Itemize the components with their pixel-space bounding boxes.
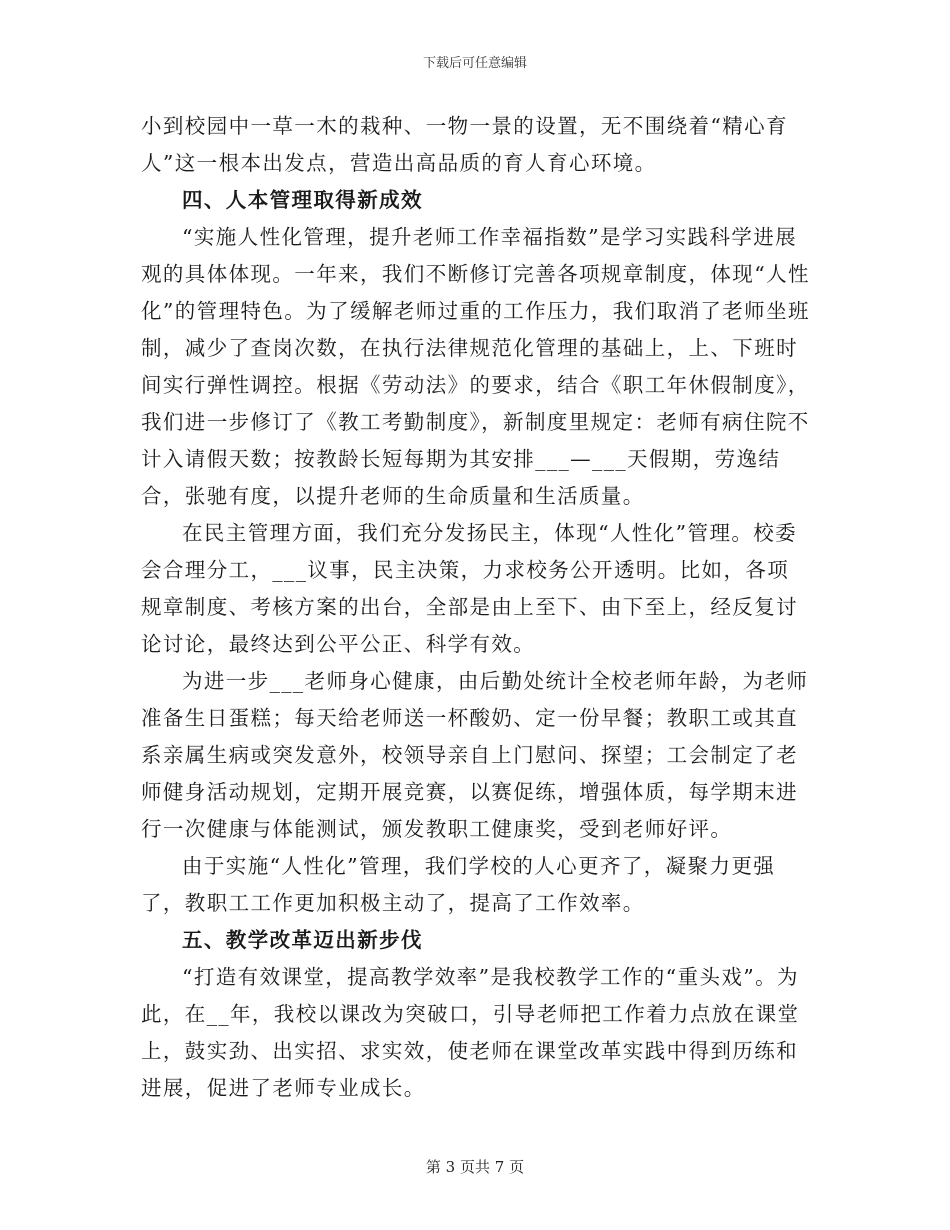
section-heading-5: 五、教学改革迈出新步伐 bbox=[182, 928, 423, 952]
paragraph: “实施人性化管理，提升老师工作幸福指数”是学习实践科学进展观的具体体现。一年来，我们不断修订完善各项规章制度，体现“人性化”的管理特色。为了缓解老师过重的工作压力，我们取消了老师坐班制，减少了查岗次数，在执行法律规范化管理的基础上，上、下班时间实行弹性调控。根据《劳动法》的要求，结合《职工年休假制度》，我们进一步修订了《教工考勤制度》，新制度里规定：老师有病住院不计入请假天数；按教龄长短每期为其安排___—___天假期，劳逸结合，张驰有度，以提升老师的生命质量和生活质量。 bbox=[141, 225, 810, 508]
paragraph: 为进一步___老师身心健康，由后勤处统计全校老师年龄，为老师准备生日蛋糕；每天给老师送一杯酸奶、定一份早餐；教职工或其直系亲属生病或突发意外，校领导亲自上门慰问、探望；工会制定了老师健身活动规划，定期开展竞赛，以赛促练，增强体质，每学期末进行一次健康与体能测试，颁发教职工健康奖，受到老师好评。 bbox=[141, 669, 809, 841]
paragraph-continued: 小到校园中一草一木的栽种、一物一景的设置，无不围绕着“精心育人”这一根本出发点，营造出高品质的育人育心环境。 bbox=[141, 114, 788, 175]
section-heading-4: 四、人本管理取得新成效 bbox=[182, 188, 423, 212]
paragraph: 由于实施“人性化”管理，我们学校的人心更齐了，凝聚力更强了，教职工工作更加积极主动了，提高了工作效率。 bbox=[141, 854, 776, 915]
page-header: 下载后可任意编辑 bbox=[422, 56, 527, 71]
paragraph: 在民主管理方面，我们充分发扬民主，体现“人性化”管理。校委会合理分工，___议事，民主决策，力求校务公开透明。比如，各项规章制度、考核方案的出台，全部是由上至下、由下至上，经反复讨论讨论，最终达到公平公正、科学有效。 bbox=[141, 521, 798, 656]
paragraph: “打造有效课堂，提高教学效率”是我校教学工作的“重头戏”。为此，在__年，我校以课改为突破口，引导老师把工作着力点放在课堂上，鼓实劲、出实招、求实效，使老师在课堂改革实践中得到历练和进展，促进了老师专业成长。 bbox=[141, 965, 800, 1100]
document-body bbox=[141, 108, 811, 1107]
page-footer: 第 3 页共 7 页 bbox=[425, 1158, 525, 1176]
